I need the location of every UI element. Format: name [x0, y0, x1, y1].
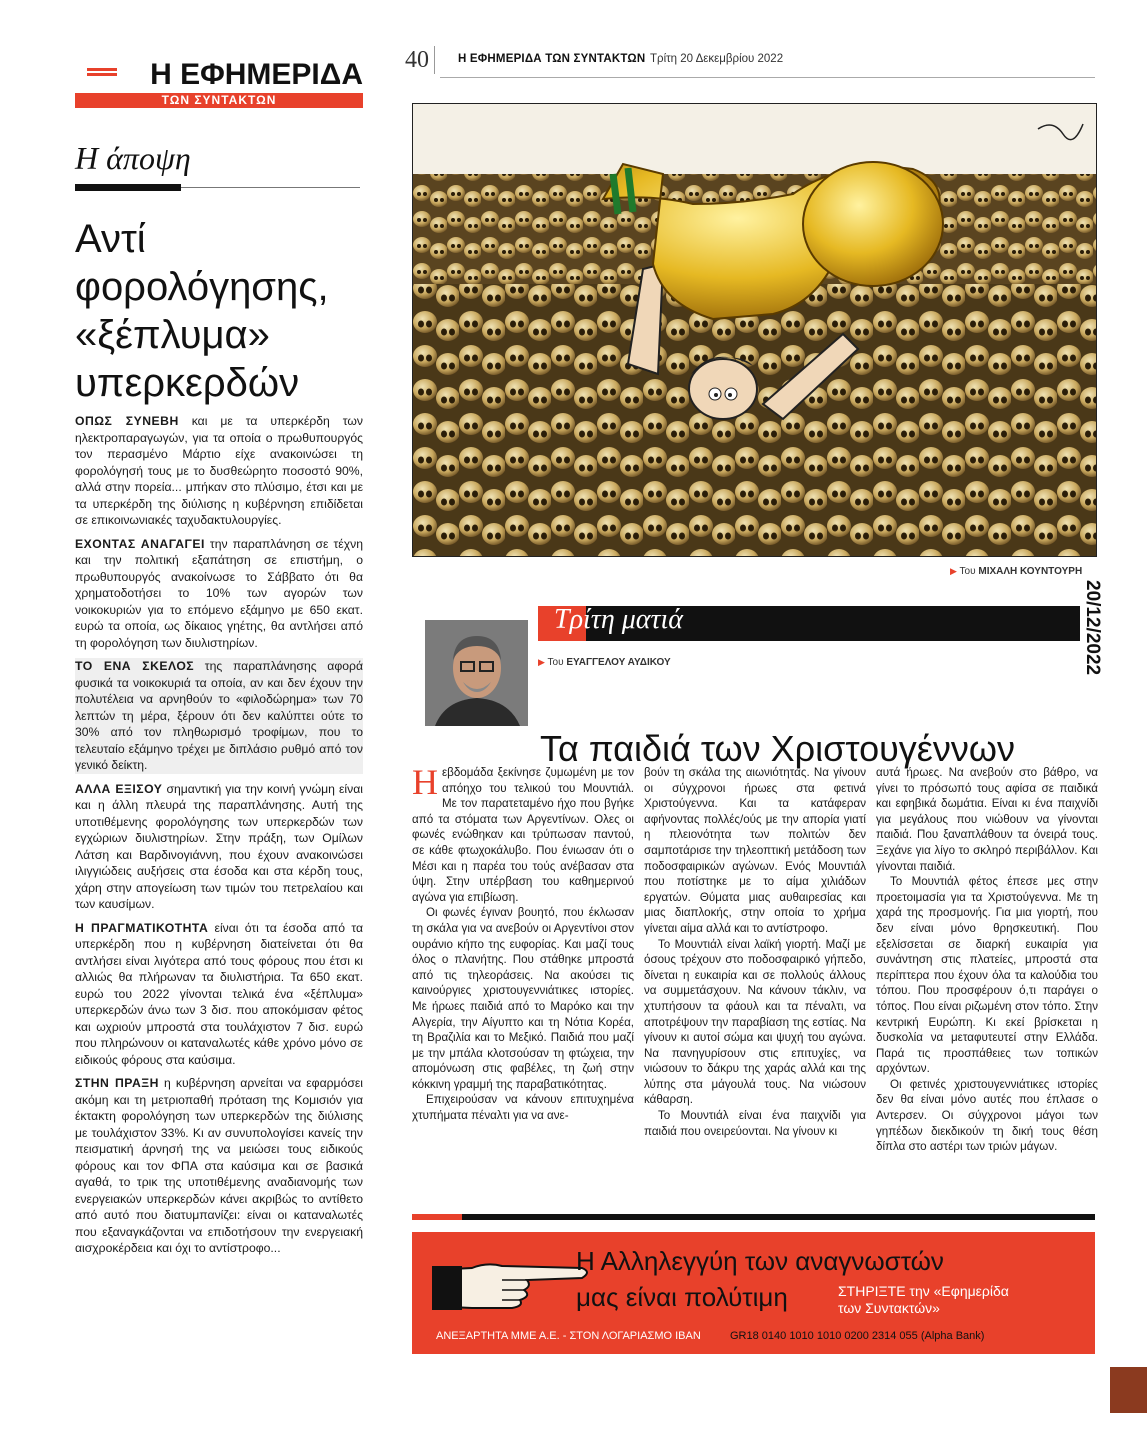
- header-rule: [440, 77, 1095, 78]
- header-date: Τρίτη 20 Δεκεμβρίου 2022: [650, 53, 784, 65]
- section-label: Η άποψη: [75, 140, 191, 176]
- paragraph-lead: ΟΠΩΣ ΣΥΝΕΒΗ: [75, 414, 179, 428]
- column-title-initial: Τ: [554, 604, 570, 635]
- article-paragraph: [412, 905, 634, 1092]
- editorial-paragraph: [75, 658, 363, 774]
- paragraph-text: της παραπλάνησης αφορά φυσικά τα νοικοκυριά τα οποία, αν και δεν έχουν την πολυτέλεια να αρνηθούν το «φιλοδώρημα» των 70 λεπτών τη μέρα, ξέρουν ότι δεν καλύπτει ούτε το 30% από τον πληθωρισμό τροφίμων, που το τελευταίο εξάμηνο τρέχει με διπλάσιο ρυθμό από τον γενικό δείκτη.: [75, 659, 363, 772]
- article-text: Οι φωνές έγιναν βουητό, που έκλωσαν τη σκάλα για να ανεβούν οι Αργεντίνοι στον ουράνιο κήπο της ευφορίας. Και μαζί τους όλος ο πλανήτης. Που στάθηκε μπροστά από τις τηλεοράσεις. Να ακούσει τις καινούργιες χριστουγεννιάτικες ιστορίες. Με ήρωες παιδιά από το Μαρόκο και την Αλγερία, την Αίγυπτο και τη Νότια Κορέα, τη Βραζιλία και το Μεξικό. Παιδιά που μαζί με την μπάλα κλοτσούσαν τη φτώχεια, την απομόνωση στις φαβέλες, τη ζωή στην κόκκινη γραμμή της παραβατικότητας.: [412, 906, 634, 1091]
- editorial-headline: Αντί φορολόγησης, «ξέπλυμα» υπερκερδών: [75, 217, 329, 405]
- ad-support-line1: ΣΤΗΡΙΞΤΕ την «Εφημερίδα: [838, 1283, 1009, 1299]
- editorial-paragraph: [75, 781, 363, 913]
- ad-iban-number: GR18 0140 1010 1010 0200 2314 055 (Alpha Bank): [730, 1330, 985, 1342]
- date-stamp: 20/12/2022: [1082, 580, 1103, 676]
- paragraph-lead: ΣΤΗΝ ΠΡΑΞΗ: [75, 1076, 159, 1090]
- newspaper-logo: [75, 58, 363, 110]
- section-divider-accent: [75, 184, 181, 191]
- article-text: βούν τη σκάλα της αιωνιότητας. Να γίνουν οι σύγχρονοι ήρωες στα φετινά Χριστούγεννα. Και τα κατάφεραν αφήνοντας πολλές/ούς με την απορία γιατί η πλειονότητα των πολιτών δεν σαμποτάρισε την τηλεοπτική μετάδοση των ποδοσφαιρικών αγώνων. Ενός Μουντιάλ που ποτίστηκε με το αίμα χιλιάδων εργατών. Θύματα μιας αυθαιρεσίας και μιας διαπλοκής, στην οποία το χρήμα γίνεται αίμα αλλά και το αντίστροφο.: [644, 766, 866, 935]
- editorial-paragraph: [75, 536, 363, 652]
- article-column-3: [876, 765, 1098, 1155]
- article-text: Το Μουντιάλ είναι λαϊκή γιορτή. Μαζί με όσους τρέχουν στο ποδοσφαιρικό γήπεδο, δίνεται η ευκαιρία και σε πολλούς άλλους να συμμετάσχουν. Να κάνουν τάκλιν, να χτυπήσουν τα φάουλ και τα πέναλτι, να αποτρέψουν την παραβίαση της εστίας. Να γίνουν κι αυτοί σώμα και ψυχή του αγώνα. Να πανηγυρίσουν στις επιτυχίες, να νιώσουν το δάκρυ της χαράς αλλά και της λύπης στα μάγουλά τους. Να νιώσουν κάθαρση.: [644, 937, 866, 1107]
- editorial-paragraph: [75, 1075, 363, 1257]
- article-text: Το Μουντιάλ φέτος έπεσε μες στην προετοιμασία για τα Χριστούγεννα. Με τη χαρά της προσμονής. Για μια γιορτή, που δεν είναι μόνο θρησκευτική. Που εξελίσσεται σε διαρκή ευκαιρία για συνάντηση στις πλατείες, μπροστά στα περίπτερα που έχουν όλα τα καλούδια του τόπου. Που προσφέρουν ό,τι παράγει ο τόπος. Που είναι ριζωμένη στον τόπο. Στην κεντρική Ευρώπη. Κι εκεί βρίσκεται η δυσκολία να μεταφυτευτεί στην Ελλάδα. Παρά τις προσπάθειες των τοπικών αρχόντων.: [876, 875, 1098, 1076]
- article-paragraph: [876, 765, 1098, 874]
- paragraph-text: η κυβέρνηση αρνείται να εφαρμόσει ακόμη και τη μετριοπαθή πρόταση της Κομισιόν για έκτακτη φορολόγηση των υπερκερδών της διύλισης με τουλάχιστον 33%. Κι αν συνυπολογίσει κανείς την πεισματική άρνησή της να μειώσει τους ειδικούς φόρους και τον ΦΠΑ στα καύσιμα και σε βασικά αγαθά, το τρικ της υποτιθέμενης αναδιανομής των ενεργειακών υπερκερδών κάνει ακριβώς το αντίθετο από αυτό που διατυμπανίζει: είναι οι καταναλωτές που εξαναγκάζονται να επιδοτήσουν την ενεργειακή αισχροκέρδεια και όχι το αντίστροφο...: [75, 1076, 364, 1255]
- article-text: Το Μουντιάλ είναι ένα παιχνίδι για παιδιά που ονειρεύονται. Να γίνουν κι: [644, 1109, 866, 1138]
- triangle-bullet-icon: ▶: [538, 657, 545, 667]
- author-portrait: [425, 620, 528, 726]
- ad-headline-line2: μας είναι πολύτιμη: [576, 1282, 788, 1312]
- article-paragraph: [876, 1077, 1098, 1155]
- credit-name: ΜΙΧΑΛΗ ΚΟΥΝΤΟΥΡΗ: [978, 566, 1083, 577]
- page-number: 40: [405, 47, 429, 73]
- article-paragraph: [876, 874, 1098, 1077]
- paragraph-text: και με τα υπερκέρδη των ηλεκτροπαραγωγών, για τα οποία ο πρωθυπουργός τον περασμένο Μάρτιο είχε ανακοινώσει τη φορολόγησή τους με το δυσθεώρητο ποσοστό 90%, αλλά στην πορεία... μπήκαν στο πλύσιμο, έτσι και με τα υπερκέρδη της διύλισης η κυβέρνηση επιδίδεται σε επικοινωνιακές ταχυδακτυλουργίες.: [75, 414, 363, 527]
- ad-rule: [462, 1214, 1095, 1220]
- corner-marker: [1110, 1367, 1147, 1413]
- article-paragraph: [412, 1092, 634, 1123]
- triangle-bullet-icon: ▶: [950, 566, 957, 576]
- ad-rule-accent: [412, 1214, 462, 1220]
- credit-prefix: Του: [959, 566, 976, 577]
- ad-support-line2: των Συντακτών»: [838, 1300, 940, 1316]
- article-text: Οι φετινές χριστουγεννιάτικες ιστορίες δεν θα είναι μόνο αυτές που έπλασε ο Αντερσεν. Οι σύγχρονοι μάγοι των γηπέδων διεκδικούν τη δική τους θέση δίπλα στο αστέρι των τριών μάγων.: [876, 1077, 1098, 1154]
- ad-headline-line1: Η Αλληλεγγύη των αναγνωστών: [576, 1246, 944, 1276]
- cartoon-drawing: [413, 104, 1096, 556]
- article-text: Επιχειρούσαν να κάνουν επιτυχημένα χτυπήματα πέναλτι για να ανε-: [412, 1093, 634, 1123]
- article-title: Τα παιδιά των Χριστουγέννων: [540, 728, 1015, 769]
- column-author: [538, 657, 671, 668]
- article-column-1: [412, 762, 634, 1124]
- column-title: [554, 604, 683, 636]
- solidarity-ad: [412, 1232, 1095, 1354]
- paragraph-lead: ΕΧΟΝΤΑΣ ΑΝΑΓΑΓΕΙ: [75, 536, 205, 551]
- portrait-drawing: [425, 620, 528, 726]
- column-title-rest: ρίτη ματιά: [569, 604, 683, 635]
- editorial-cartoon: [412, 103, 1097, 557]
- paragraph-lead: Η ΠΡΑΓΜΑΤΙΚΟΤΗΤΑ: [75, 920, 209, 935]
- author-name: ΕΥΑΓΓΕΛΟΥ ΑΥΔΙΚΟΥ: [566, 657, 671, 668]
- editorial-paragraph: [75, 920, 363, 1069]
- paragraph-text: σημαντική για την κοινή γνώμη είναι και η άλλη πλευρά της παραπλάνησης. Αυτή της υποτιθέμενης φορολόγησης των υπερκερδών των εγχώριων διυλιστηρίων. Στην πράξη, των Ομίλων Λάτση και Βαρδινογιάννη, που έχουν ανακοινώσει ιλιγγιώδεις αυξήσεις στα έσοδα και στα κέρδη τους, χάρη στην απογείωση των τιμών του πετρελαίου και των καυσίμων.: [75, 781, 363, 911]
- header-divider: [434, 46, 435, 74]
- header-paper-name: Η ΕΦΗΜΕΡΙΔΑ ΤΩΝ ΣΥΝΤΑΚΤΩΝ: [458, 53, 646, 65]
- article-paragraph: [644, 1108, 866, 1139]
- article-paragraph: [412, 762, 634, 905]
- paragraph-lead: ΤΟ ΕΝΑ ΣΚΕΛΟΣ: [75, 659, 195, 673]
- logo-subtitle: ΤΩΝ ΣΥΝΤΑΚΤΩΝ: [75, 93, 363, 108]
- logo-name: Η ΕΦΗΜΕΡΙΔΑ: [150, 58, 363, 91]
- paragraph-text: είναι ότι τα έσοδα από τα υπερκέρδη που η κυβέρνηση διατείνεται ότι θα αντλήσει είναι λιγότερα από τους φόρους που έτσι κι αλλιώς θα πλήρωναν τα διυλιστήρια. Τα 650 εκατ. ευρώ του 2022 γίνονται τελικά ένα «ξέπλυμα» υπερκερδών άνω των 3 δισ. που αποκόμισαν φέτος και ωχριούν μπροστά στα τουλάχιστον 7 δισ. ευρώ που πληρώνουν οι καταναλωτές κάθε χρόνο μόνο σε ειδικούς φόρους στα καύσιμα.: [75, 920, 364, 1067]
- editorial-paragraph: [75, 413, 363, 529]
- paragraph-text: την παραπλάνηση σε τέχνη και την πολιτική εξαπάτηση σε επιστήμη, ο πρωθυπουργός ανακοίνωσε το Σάββατο ότι θα χρηματοδοτήσει το 10% των αγορών των νοικοκυριών για το επόμενο εξάμηνο με 650 εκατ. ευρώ τα οποία, ως δίκαιος γηέτης, θα αντλήσει από τη φορολόγηση των διυλιστηρίων.: [75, 536, 364, 650]
- editorial-body: [75, 413, 363, 1264]
- article-column-2: [644, 765, 866, 1139]
- article-text: αυτά ήρωες. Να ανεβούν στο βάθρο, να γίνει το πρόσωπό τους αφίσα σε παιδικά και εφηβικά δωμάτια. Είναι κι ένα παιχνίδι για μεγάλους που νιώθουν να γίνονται παιδιά. Που ξαναπλάθουν τα όνειρά τους. Ξεχάνε για λίγο το σκληρό περιβάλλον. Και γίνονται παιδιά.: [876, 766, 1098, 873]
- cartoon-credit: [950, 566, 1082, 577]
- article-paragraph: [644, 765, 866, 937]
- drop-cap: Η: [412, 762, 438, 802]
- ad-iban-label: ΑΝΕΞΑΡΤΗΤΑ ΜΜΕ Α.Ε. - ΣΤΟΝ ΛΟΓΑΡΙΑΣΜΟ IBAN: [436, 1330, 701, 1342]
- author-prefix: Του: [547, 657, 564, 668]
- article-paragraph: [644, 937, 866, 1109]
- article-text: εβδομάδα ξεκίνησε ζυμωμένη με τον απόηχο του τελικού του Μουντιάλ. Με τον παρατεταμένο ήχο που βγήκε από τα στόματα των Αργεντίνων. Ολες οι φωνές ενώθηκαν και τρύπωσαν παντού, σε κάθε φτωχοκάλυβο. Που ένιωσαν ότι ο Μέσι και η παρέα του τούς ανέβασαν στα ύψη. Στην υπέρβαση του καθημερινού αγώνα για επιβίωση.: [412, 766, 634, 904]
- pointing-hand-icon: [432, 1252, 592, 1312]
- paragraph-lead: ΑΛΛΑ ΕΞΙΣΟΥ: [75, 781, 163, 796]
